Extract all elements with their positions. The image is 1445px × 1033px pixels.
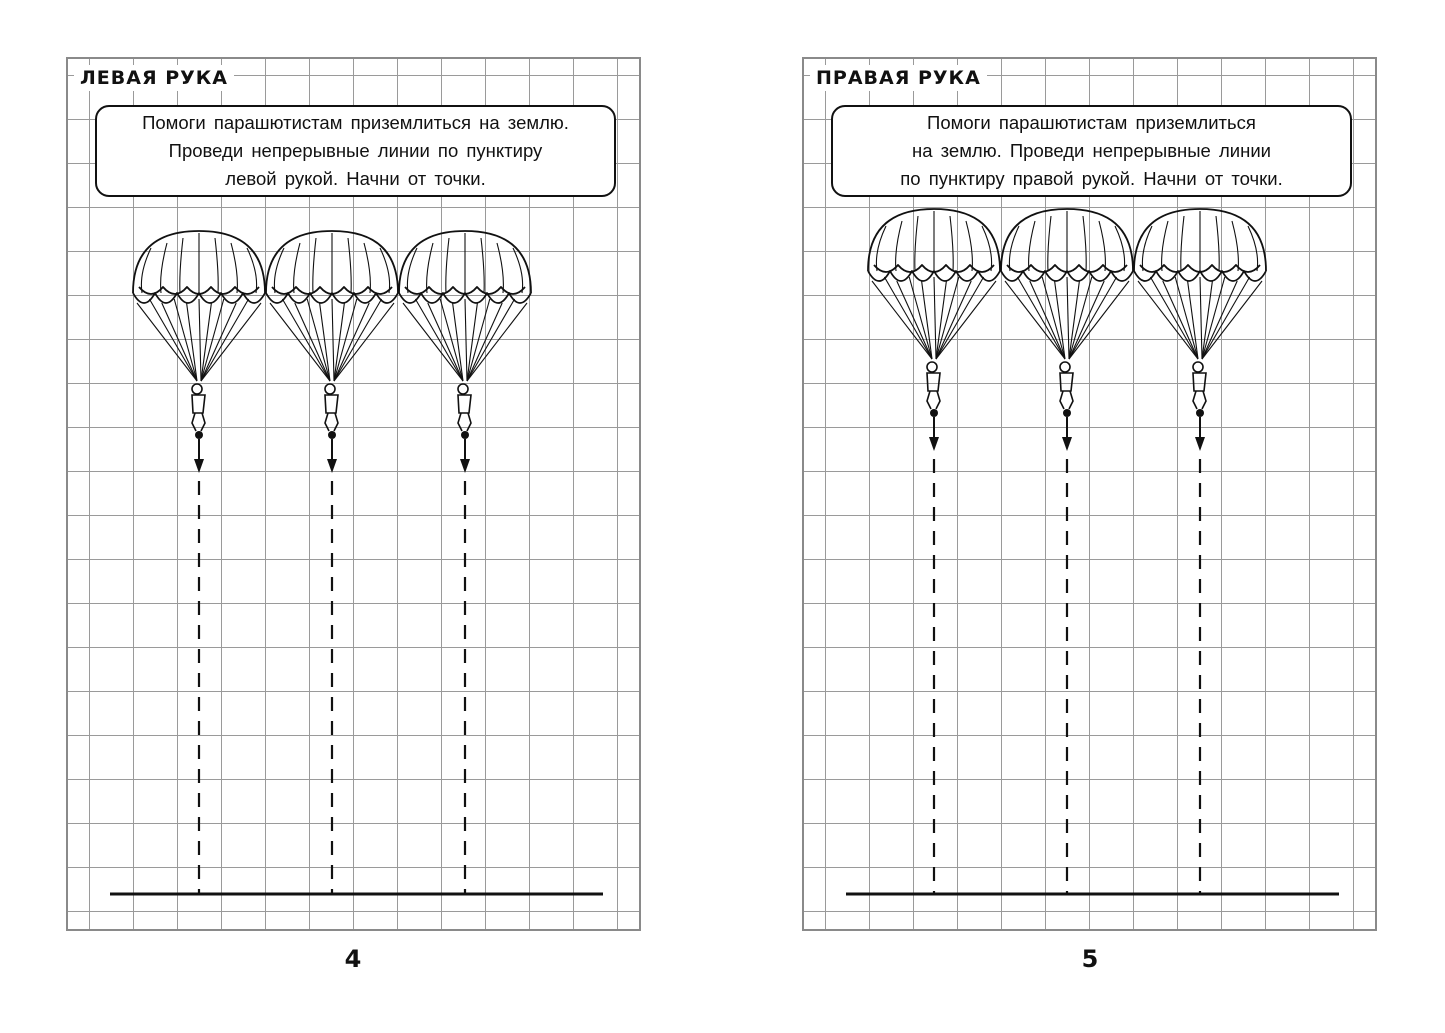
parachute-icon	[1001, 209, 1133, 359]
parachute-icon	[266, 231, 398, 381]
arrow-down-icon	[327, 459, 337, 473]
start-dot-icon	[328, 431, 336, 439]
instruction-line: Помоги парашютистам приземлиться на землю.	[142, 112, 569, 133]
parachute-icon	[133, 231, 265, 381]
instruction-line: на землю. Проведи непрерывные линии	[912, 140, 1271, 161]
start-dot-icon	[195, 431, 203, 439]
parachutist-icon	[927, 362, 940, 409]
instruction-line: Помоги парашютистам приземлиться	[927, 112, 1256, 133]
parachutist-icon	[192, 384, 205, 431]
parachutist-icon	[1060, 362, 1073, 409]
instruction-line: Проведи непрерывные линии по пунктиру	[168, 140, 543, 161]
parachute-tracing-area	[804, 59, 1379, 933]
page-heading: ЛЕВАЯ РУКА	[74, 65, 234, 91]
instruction-line: по пунктиру правой рукой. Начни от точки.	[900, 168, 1283, 189]
parachute-icon	[399, 231, 531, 381]
arrow-down-icon	[1195, 437, 1205, 451]
parachute-tracing-area	[68, 59, 643, 933]
parachutist-icon	[325, 384, 338, 431]
parachutist-icon	[1193, 362, 1206, 409]
page-heading: ПРАВАЯ РУКА	[810, 65, 987, 91]
arrow-down-icon	[460, 459, 470, 473]
arrow-down-icon	[194, 459, 204, 473]
instruction-line: левой рукой. Начни от точки.	[225, 168, 486, 189]
arrow-down-icon	[929, 437, 939, 451]
worksheet-page-left	[66, 57, 641, 931]
start-dot-icon	[1063, 409, 1071, 417]
page-number: 4	[344, 945, 362, 973]
worksheet-page-right	[802, 57, 1377, 931]
arrow-down-icon	[1062, 437, 1072, 451]
parachute-icon	[1134, 209, 1266, 359]
parachute-icon	[868, 209, 1000, 359]
start-dot-icon	[461, 431, 469, 439]
page-number: 5	[1081, 945, 1099, 973]
parachutist-icon	[458, 384, 471, 431]
start-dot-icon	[1196, 409, 1204, 417]
start-dot-icon	[930, 409, 938, 417]
